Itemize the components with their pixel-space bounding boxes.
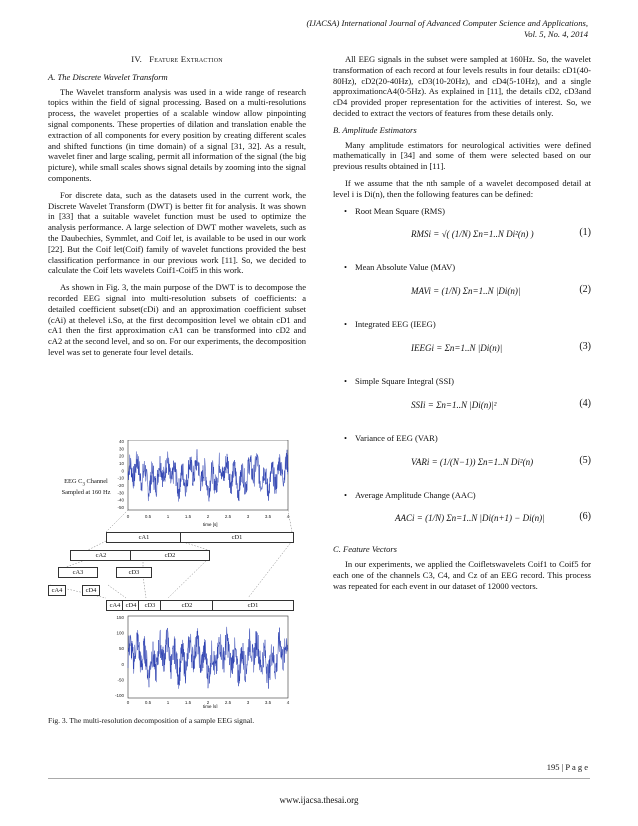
- equation-3: IEEGi = Σn=1..N |Di(n)| (3): [411, 340, 591, 353]
- box-cD3: cD3: [116, 567, 152, 578]
- figure-3: [48, 440, 306, 708]
- subsection-b-title: B. Amplitude Estimators: [333, 124, 417, 135]
- paragraph-decomposition: As shown in Fig. 3, the main purpose of the DWT is to decompose the recorded EEG signal into multi-resolution subsets of coefficients: a detailed coefficient subset(cDi) and an approximation coefficient subset (cAi) at thelevel i.So, at the first decomposition level we obtain cD1 and cA1 then the first approximation cA1 can be transformed into cD2 and cA2 at the second level, and so on. For our experiments, the decomposition level was set to generate four level details.: [48, 282, 306, 357]
- box-cA1: cA1: [106, 532, 182, 543]
- y-tick-label: -30: [117, 490, 124, 496]
- equation-2: MAVi = (1/N) Σn=1..N |Di(n)| (2): [411, 284, 591, 297]
- journal-header: [168, 18, 588, 40]
- equation-5: VARi = (1/(N−1)) Σn=1..N Di²(n) (5): [411, 454, 591, 467]
- paragraph-dwt: For discrete data, such as the datasets used in the current work, the Discrete Wavelet Transform (DWT) is better fit for analysis. It was shown in [33] that a suitable wavelet function must be used to optimize the analysis performance. A large selection of DWT mother wavelets, such as the Daubechies, Symmlet, and Coif let, is available to be used in our work [22]. But the Coif let(Coif) family of wavelet functions provided the best classification performance in our previous work [11]. So, we decided to calculate the Coif lets wavelets Coif1-Coif5 in this work.: [48, 189, 306, 276]
- sampling-rate: Sampled at 160 Hz: [61, 489, 111, 497]
- box-cD1: cD1: [180, 532, 294, 543]
- x-tick-label: 1: [166, 514, 170, 519]
- feature-var: • Variance of EEG (VAR): [333, 433, 591, 444]
- x-tick-label: 2.5: [224, 700, 232, 705]
- x-tick-label: 3.5: [264, 514, 272, 519]
- box-cA4: cA4: [48, 585, 66, 596]
- page-number: 195 | P a g e: [546, 762, 588, 772]
- paragraph-feature-vectors: In our experiments, we applied the Coifletswavelets Coif1 to Coif5 for each one of the channels C3, C4, and Cz of an EEG record. This process was repeated for each event in our dataset of 12000 vectors.: [333, 559, 591, 591]
- row-box-cD4: cD4: [122, 600, 140, 611]
- right-column: [333, 54, 591, 598]
- row-box-cA4: cA4: [106, 600, 124, 611]
- x-tick-label: 0: [126, 514, 130, 519]
- equation-4: SSIi = Σn=1..N |Di(n)|² (4): [411, 397, 591, 410]
- box-cA3: cA3: [58, 567, 98, 578]
- row-box-cD3: cD3: [138, 600, 162, 611]
- y-tick-label: 0: [121, 661, 124, 667]
- y-tick-label: -10: [117, 475, 124, 481]
- y-tick-label: 20: [118, 453, 124, 459]
- figure-caption: Fig. 3. The multi-resolution decomposition of a sample EEG signal.: [48, 716, 255, 725]
- channel-label: EEG $C_3$ Channel Sampled at 160 Hz: [61, 478, 111, 497]
- box-cD2: cD2: [130, 550, 210, 561]
- left-column: [48, 54, 306, 364]
- y-tick-label: -20: [117, 483, 124, 488]
- journal-volume: Vol. 5, No. 4, 2014: [524, 29, 588, 39]
- x-tick-label: 4: [286, 514, 290, 519]
- x-tick-label: 1: [166, 700, 170, 705]
- box-cD4: cD4: [82, 585, 100, 596]
- feature-rms: • Root Mean Square (RMS): [333, 206, 591, 217]
- paragraph-sampling: All EEG signals in the subset were sampled at 160Hz. So, the wavelet transformation of each record at four levels results in four details: cD1(40-80Hz), cD2(20-40Hz), cD3(10-20Hz), and cD4(5-10Hz), and a single approximationcA4(0-5Hz). As explained in [11], the details cD2, cD3and cD4 provided proper representation for the activities of interest. So, we decided to extract the vectors of features from these details only.: [333, 54, 591, 118]
- y-tick-label: 0: [121, 468, 124, 474]
- section-title: Feature Extraction: [149, 54, 223, 64]
- bottom-xlabel: time [s]: [203, 704, 218, 708]
- x-tick-label: 2: [206, 700, 210, 705]
- x-tick-label: 2: [206, 514, 210, 519]
- y-tick-label: -40: [117, 497, 124, 503]
- feature-ieeg: • Integrated EEG (IEEG): [333, 319, 591, 330]
- x-tick-label: 1.5: [184, 700, 192, 705]
- feature-ssi: • Simple Square Integral (SSI): [333, 376, 591, 387]
- paragraph-estimators: Many amplitude estimators for neurological activities were defined mathematically in [34] and some of them were selected based on our previous results obtained in [11].: [333, 139, 591, 172]
- section-number: IV.: [131, 54, 143, 64]
- y-tick-label: 100: [116, 630, 124, 636]
- x-tick-label: 3.5: [264, 700, 272, 705]
- box-cA2: cA2: [70, 550, 132, 561]
- y-tick-label: -50: [117, 677, 124, 683]
- y-tick-label: 50: [118, 646, 124, 652]
- x-tick-label: 3: [246, 514, 250, 519]
- row-box-cD1: cD1: [212, 600, 294, 611]
- paragraph-wavelet-intro: The Wavelet transform analysis was used in a wide range of research topics within the field of signal processing. Based on a multi-resolutions process, the wavelet properties of a scalable window allow pinpointing signal components. These properties of dilation and translation enable the extraction of all components for every position by creating different scales and shifted functions (in time domain) of a signal [31, 32]. As a result, wavelet finer and large scaling, permit all information of the signal (the big picture), while small scales shows signal details by zooming into the signal components.: [48, 86, 306, 183]
- x-tick-label: 3: [246, 700, 250, 705]
- x-tick-label: 4: [286, 700, 290, 705]
- journal-name: (IJACSA) International Journal of Advanced Computer Science and Applications,: [306, 18, 588, 28]
- row-box-cD2: cD2: [160, 600, 214, 611]
- y-tick-label: 150: [116, 615, 124, 620]
- section-heading: [48, 54, 306, 65]
- y-tick-label: -100: [114, 693, 124, 698]
- subsection-a-title: A. The Discrete Wavelet Transform: [48, 71, 168, 82]
- journal-url[interactable]: www.ijacsa.thesai.org: [279, 795, 359, 805]
- y-tick-label: -50: [117, 505, 124, 510]
- x-tick-label: 0.5: [144, 700, 152, 705]
- x-tick-label: 1.5: [184, 514, 192, 519]
- x-tick-label: 0.5: [144, 514, 152, 519]
- subsection-c-title: C. Feature Vectors: [333, 544, 398, 555]
- x-tick-label: 0: [126, 700, 130, 705]
- y-tick-label: 40: [118, 440, 124, 444]
- footer-rule: [48, 778, 590, 779]
- y-tick-label: 10: [118, 461, 124, 466]
- top-xlabel: time [s]: [203, 522, 218, 527]
- equation-1: RMSi = √( (1/N) Σn=1..N Di²(n) ) (1): [411, 227, 591, 240]
- feature-aac: • Average Amplitude Change (AAC): [333, 490, 591, 501]
- feature-mav: • Mean Absolute Value (MAV): [333, 262, 591, 273]
- x-tick-label: 2.5: [224, 514, 232, 519]
- equation-6: AACi = (1/N) Σn=1..N |Di(n+1) − Di(n)| (6): [395, 511, 591, 524]
- paragraph-assumption: If we assume that the nth sample of a wavelet decomposed detail at level i is Di(n), then the following features can be defined:: [333, 177, 591, 199]
- y-tick-label: 30: [118, 446, 124, 452]
